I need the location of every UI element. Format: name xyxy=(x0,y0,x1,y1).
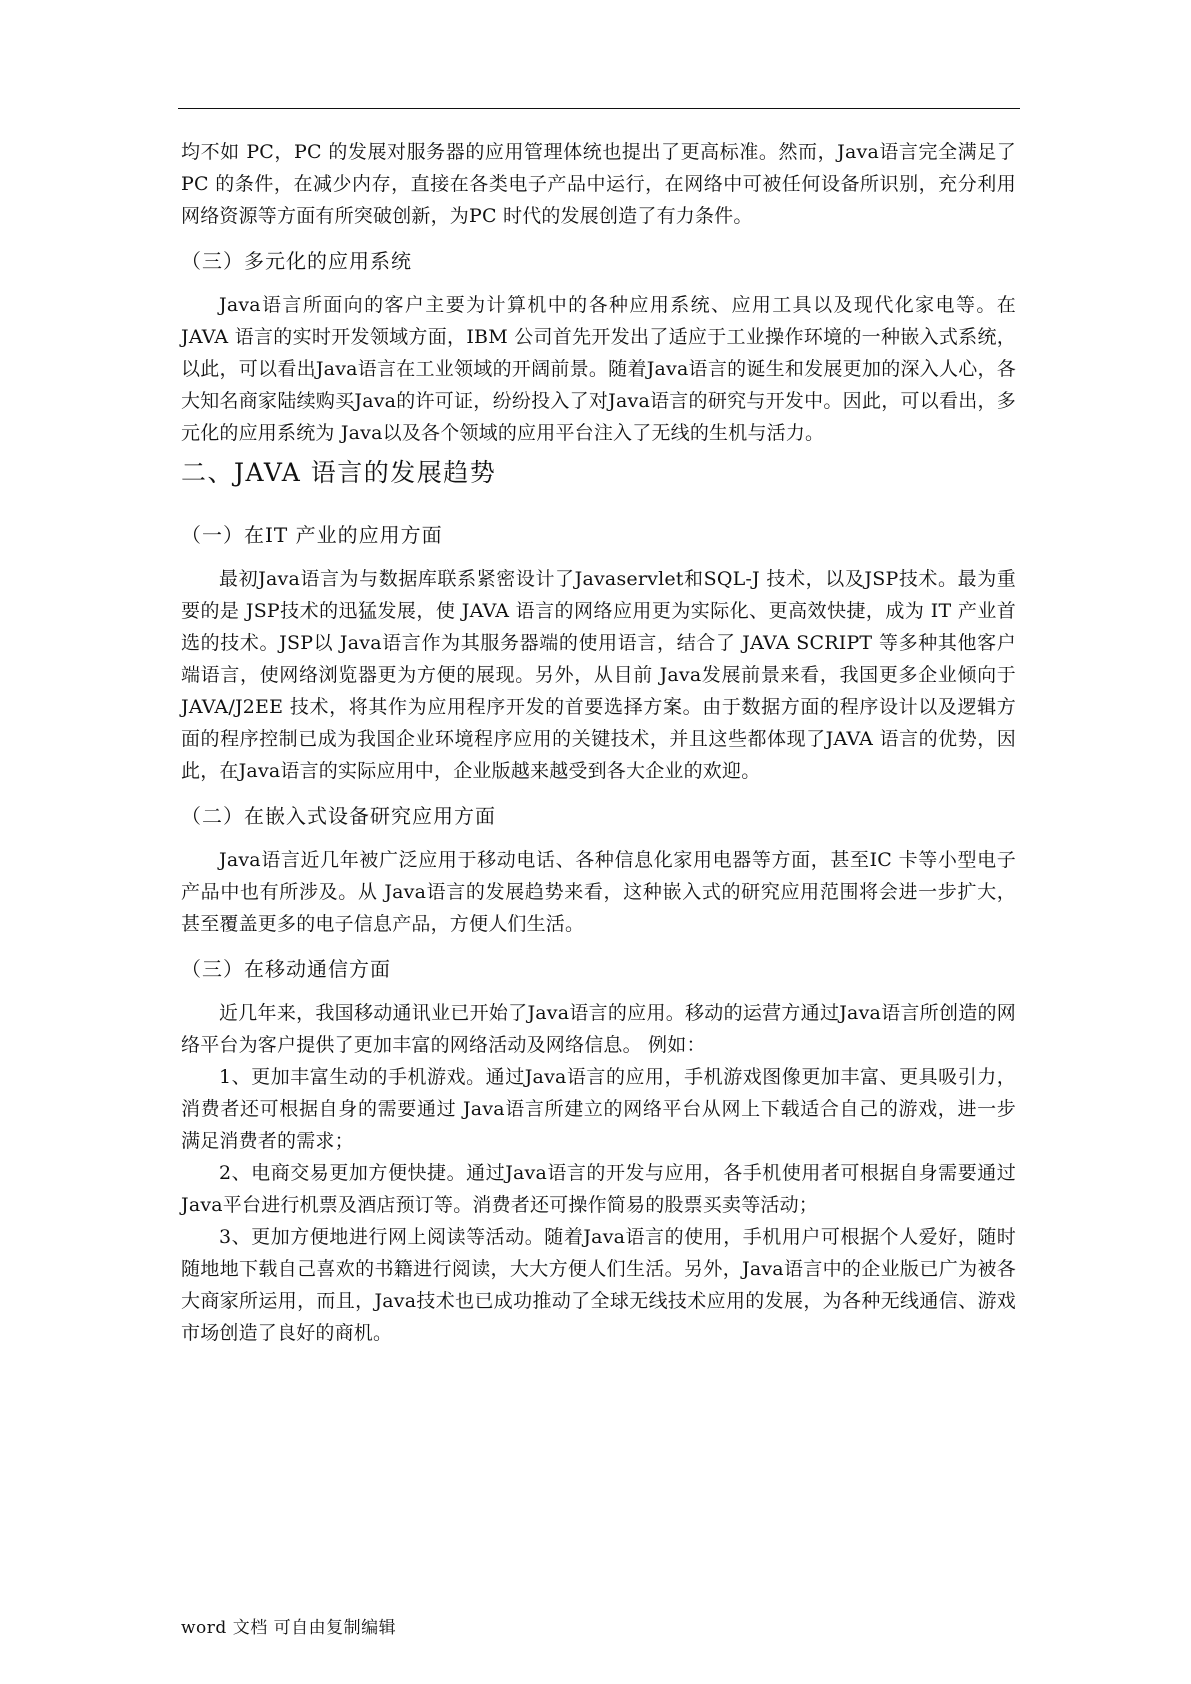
paragraph-pc-standards: 均不如 PC，PC 的发展对服务器的应用管理体统也提出了更高标准。然而，Java语言完全满足了PC 的条件，在减少内存，直接在各类电子产品中运行，在网络中可被任何设备所识别，充分利用网络资源等方面有所突破创新，为PC 时代的发展创造了有力条件。 xyxy=(181,141,1016,227)
chapter-heading-java-trends: 二、JAVA 语言的发展趋势 xyxy=(181,458,497,487)
paragraph-diversified-systems: Java语言所面向的客户主要为计算机中的各种应用系统、应用工具以及现代化家电等。在 JAVA 语言的实时开发领域方面，IBM 公司首先开发出了适应于工业操作环境的一种嵌入式系统，以此，可以看出Java语言在工业领域的开阔前景。随着Java语言的诞生和发展更加的深入人心，各大知名商家陆续购买Java的许可证，纷纷投入了对Java语言的研究与开发中。因此，可以看出，多元化的应用系统为 Java以及各个领域的应用平台注入了无线的生机与活力。 xyxy=(181,294,1016,444)
section-heading-diversified-systems: （三）多元化的应用系统 xyxy=(181,249,412,273)
list-item-online-reading: 3、更加方便地进行网上阅读等活动。随着Java语言的使用，手机用户可根据个人爱好，随时随地地下载自己喜欢的书籍进行阅读，大大方便人们生活。另外，Java语言中的企业版已广为被各大商家所运用，而且，Java技术也已成功推动了全球无线技术应用的发展，为各种无线通信、游戏市场创造了良好的商机。 xyxy=(181,1226,1016,1344)
paragraph-embedded-devices: Java语言近几年被广泛应用于移动电话、各种信息化家用电器等方面，甚至IC 卡等小型电子产品中也有所涉及。从 Java语言的发展趋势来看，这种嵌入式的研究应用范围将会进一步扩大，甚至覆盖更多的电子信息产品，方便人们生活。 xyxy=(181,849,1016,935)
header-rule xyxy=(178,108,1020,109)
document-body xyxy=(181,136,1016,1349)
section-heading-it-industry: （一）在IT 产业的应用方面 xyxy=(181,523,443,547)
section-heading-mobile-communication: （三）在移动通信方面 xyxy=(181,957,391,981)
list-item-mobile-games: 1、更加丰富生动的手机游戏。通过Java语言的应用，手机游戏图像更加丰富、更具吸引力，消费者还可根据自身的需要通过 Java语言所建立的网络平台从网上下载适合自己的游戏，进一步满足消费者的需求； xyxy=(181,1066,1016,1152)
paragraph-mobile-intro: 近几年来，我国移动通讯业已开始了Java语言的应用。移动的运营方通过Java语言所创造的网络平台为客户提供了更加丰富的网络活动及网络信息。 例如： xyxy=(181,1002,1016,1056)
page-footer: word 文档 可自由复制编辑 xyxy=(181,1618,397,1638)
list-item-ecommerce: 2、电商交易更加方便快捷。通过Java语言的开发与应用，各手机使用者可根据自身需要通过Java平台进行机票及酒店预订等。消费者还可操作简易的股票买卖等活动； xyxy=(181,1162,1016,1216)
paragraph-it-industry: 最初Java语言为与数据库联系紧密设计了Javaservlet和SQL-J 技术，以及JSP技术。最为重要的是 JSP技术的迅猛发展，使 JAVA 语言的网络应用更为实际化、更高效快捷，成为 IT 产业首选的技术。JSP以 Java语言作为其服务器端的使用语言，结合了 JAVA SCRIPT 等多种其他客户端语言，使网络浏览器更为方便的展现。另外，从目前 Java发展前景来看，我国更多企业倾向于JAVA/J2EE 技术，将其作为应用程序开发的首要选择方案。由于数据方面的程序设计以及逻辑方面的程序控制已成为我国企业环境程序应用的关键技术，并且这些都体现了JAVA 语言的优势，因此，在Java语言的实际应用中，企业版越来越受到各大企业的欢迎。 xyxy=(181,568,1016,782)
section-heading-embedded-devices: （二）在嵌入式设备研究应用方面 xyxy=(181,804,496,828)
